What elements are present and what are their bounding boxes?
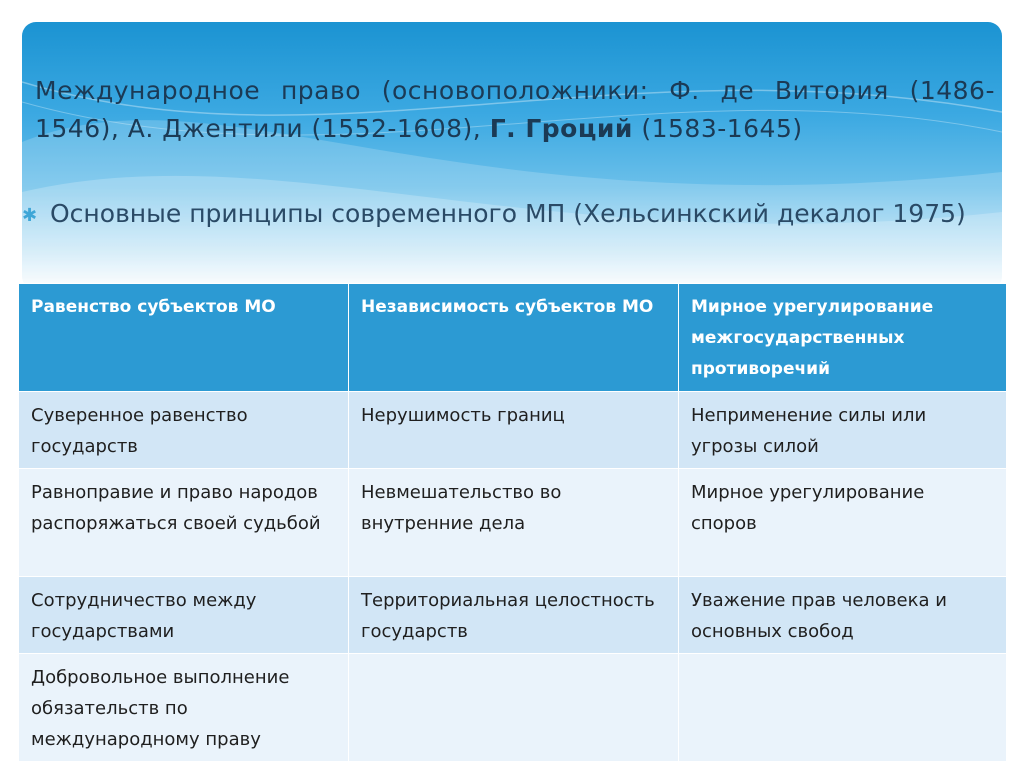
- principles-table: [18, 283, 1007, 762]
- title-part1: Международное право (основоположники: Ф. де Витория (1486-1546), А. Джентили (1552-1608),: [35, 76, 995, 143]
- header-cell: Независимость субъектов МО: [349, 284, 679, 392]
- header-cell: Мирное урегулирование межгосударственных противоречий: [679, 284, 1007, 392]
- table-cell: Уважение прав человека и основных свобод: [679, 577, 1007, 654]
- title-part2: (1583-1645): [632, 114, 803, 143]
- header-cell: Равенство субъектов МО: [19, 284, 349, 392]
- table-cell: Территориальная целостность государств: [349, 577, 679, 654]
- table-row: [19, 392, 1007, 469]
- table-cell: [349, 654, 679, 762]
- title-bold-name: Г. Гроций: [489, 114, 633, 143]
- slide-title: [35, 72, 995, 148]
- table-cell: [679, 654, 1007, 762]
- table-cell: Мирное урегулирование споров: [679, 469, 1007, 577]
- table-row: [19, 654, 1007, 762]
- header-banner: [22, 22, 1002, 290]
- table-cell: Суверенное равенство государств: [19, 392, 349, 469]
- asterisk-bullet-icon: ✱: [22, 205, 38, 226]
- bullet-item: [22, 194, 1002, 234]
- table-cell: Добровольное выполнение обязательств по международному праву: [19, 654, 349, 762]
- table-cell: Равноправие и право народов распоряжаться своей судьбой: [19, 469, 349, 577]
- table-row: [19, 469, 1007, 577]
- table-cell: Неприменение силы или угрозы силой: [679, 392, 1007, 469]
- table-row: [19, 577, 1007, 654]
- table-header-row: [19, 284, 1007, 392]
- table-cell: Невмешательство во внутренние дела: [349, 469, 679, 577]
- wave-decoration: [22, 22, 1002, 290]
- table-cell: Сотрудничество между государствами: [19, 577, 349, 654]
- bullet-text: Основные принципы современного МП (Хельсинкский декалог 1975): [50, 199, 966, 228]
- table-cell: Нерушимость границ: [349, 392, 679, 469]
